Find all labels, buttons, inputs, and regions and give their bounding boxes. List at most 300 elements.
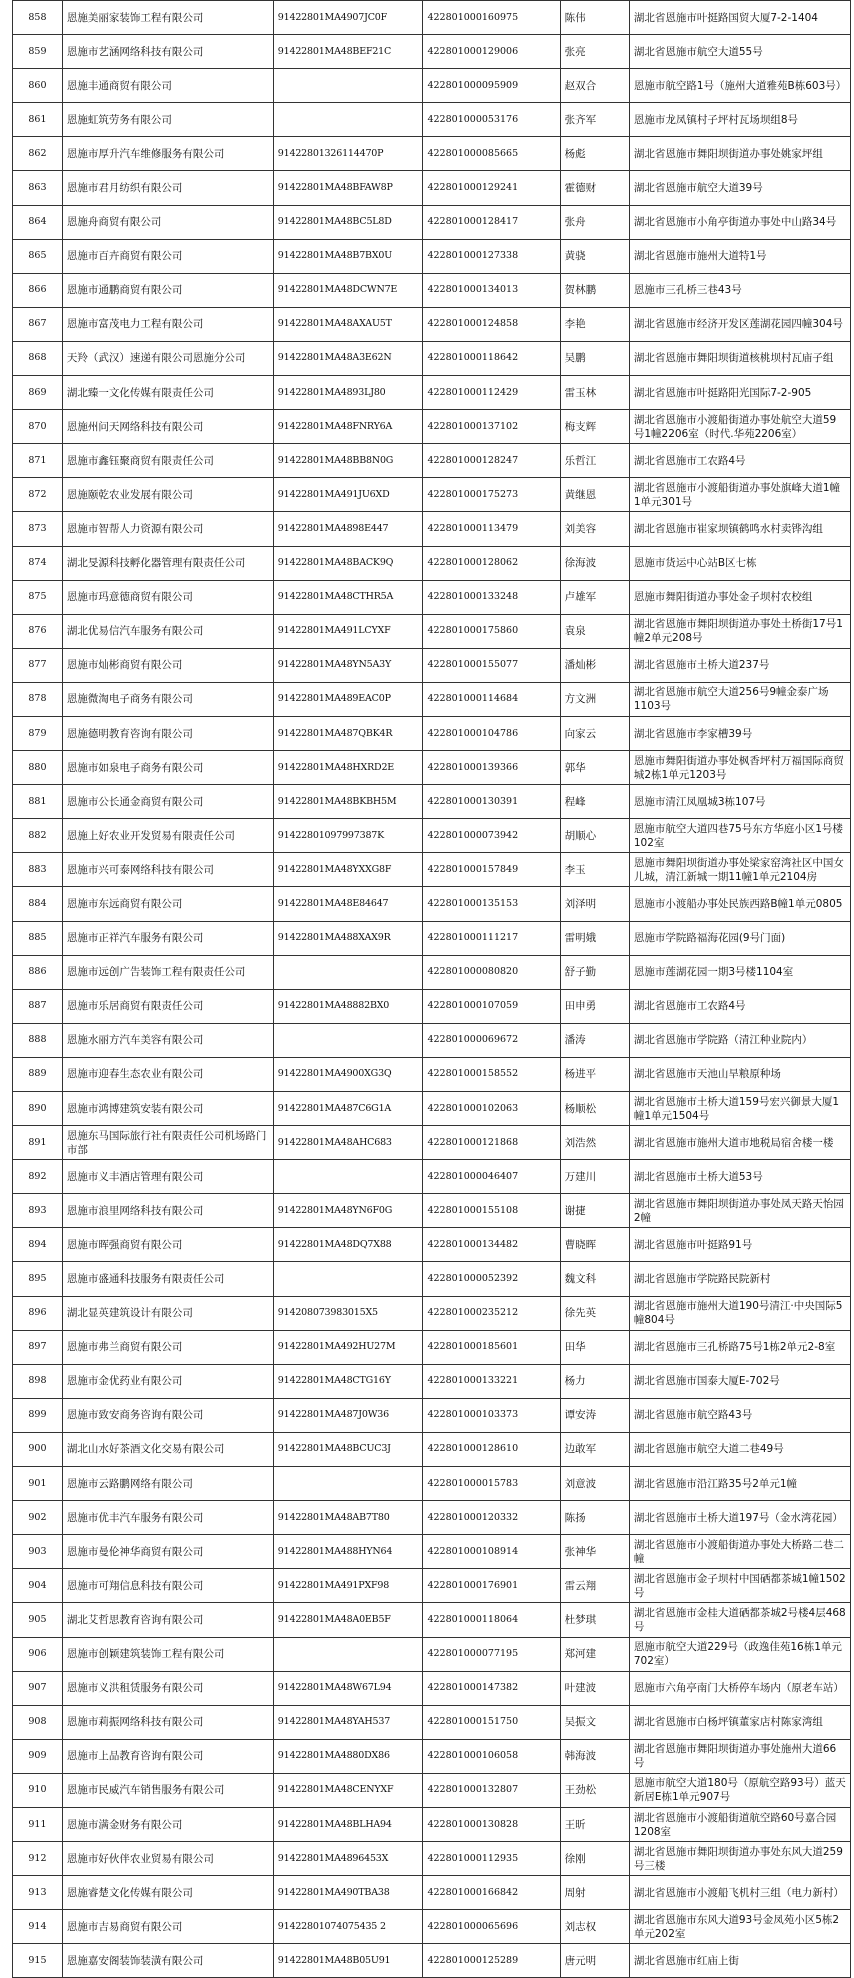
- row-number-cell: 901: [13, 1467, 63, 1501]
- legal-representative-cell: 徐刚: [560, 1842, 629, 1876]
- registration-number-cell: 422801000133248: [423, 580, 560, 614]
- legal-representative-cell: 谭安涛: [560, 1398, 629, 1432]
- row-number-cell: 915: [13, 1944, 63, 1978]
- registration-number-cell: 422801000106058: [423, 1739, 560, 1773]
- registration-number-cell: 422801000015783: [423, 1467, 560, 1501]
- table-row: [13, 1330, 851, 1364]
- table-row: [13, 1194, 851, 1228]
- table-row: [13, 1228, 851, 1262]
- table-row: [13, 69, 851, 103]
- legal-representative-cell: 向家云: [560, 716, 629, 750]
- address-cell: 湖北省恩施市金桂大道硒都茶城2号楼4层468号: [629, 1603, 850, 1637]
- legal-representative-cell: 张神华: [560, 1535, 629, 1569]
- company-name-cell: 湖北臻一文化传媒有限责任公司: [62, 376, 273, 410]
- credit-code-cell: 91422801MA48BCUC3J: [273, 1432, 423, 1466]
- credit-code-cell: 91422801074075435 2: [273, 1910, 423, 1944]
- credit-code-cell: 91422801MA4898E447: [273, 512, 423, 546]
- row-number-cell: 903: [13, 1535, 63, 1569]
- credit-code-cell: 91422801MA48B05U91: [273, 1944, 423, 1978]
- registration-number-cell: 422801000155108: [423, 1194, 560, 1228]
- company-name-cell: 恩施市金优药业有限公司: [62, 1364, 273, 1398]
- credit-code-cell: 91422801MA48A0EB5F: [273, 1603, 423, 1637]
- address-cell: 恩施市莲湖花园一期3号楼1104室: [629, 955, 850, 989]
- legal-representative-cell: 黄继恩: [560, 478, 629, 512]
- registration-number-cell: 422801000128062: [423, 546, 560, 580]
- company-name-cell: 湖北旻源科技孵化器管理有限责任公司: [62, 546, 273, 580]
- address-cell: 湖北省恩施市施州大道市地税局宿舍楼一楼: [629, 1126, 850, 1160]
- address-cell: 湖北省恩施市航空大道256号9幢金泰广场1103号: [629, 682, 850, 716]
- address-cell: 恩施市航空大道四巷75号东方华庭小区1号楼102室: [629, 819, 850, 853]
- table-row: [13, 1467, 851, 1501]
- address-cell: 湖北省恩施市舞阳坝街道办事处凤天路天怡园2幢: [629, 1194, 850, 1228]
- table-row: [13, 1603, 851, 1637]
- address-cell: 湖北省恩施市航空大道39号: [629, 171, 850, 205]
- registration-number-cell: 422801000107059: [423, 989, 560, 1023]
- address-cell: 恩施市舞阳街道办事处金子坝村农校组: [629, 580, 850, 614]
- row-number-cell: 896: [13, 1296, 63, 1330]
- table-row: [13, 1364, 851, 1398]
- company-name-cell: 恩施上好农业开发贸易有限责任公司: [62, 819, 273, 853]
- company-name-cell: 恩施市优丰汽车服务有限公司: [62, 1501, 273, 1535]
- credit-code-cell: 91422801MA48DQ7X88: [273, 1228, 423, 1262]
- legal-representative-cell: 方文洲: [560, 682, 629, 716]
- row-number-cell: 868: [13, 341, 63, 375]
- registration-number-cell: 422801000112429: [423, 376, 560, 410]
- table-row: [13, 1773, 851, 1807]
- company-name-cell: 恩施市百卉商贸有限公司: [62, 239, 273, 273]
- registration-number-cell: 422801000132807: [423, 1773, 560, 1807]
- table-row: [13, 785, 851, 819]
- legal-representative-cell: 贺林鹏: [560, 273, 629, 307]
- row-number-cell: 871: [13, 444, 63, 478]
- table-row: [13, 1126, 851, 1160]
- table-row: [13, 341, 851, 375]
- row-number-cell: 907: [13, 1671, 63, 1705]
- registration-number-cell: 422801000130828: [423, 1807, 560, 1841]
- row-number-cell: 881: [13, 785, 63, 819]
- table-row: [13, 1092, 851, 1126]
- table-row: [13, 376, 851, 410]
- row-number-cell: 886: [13, 955, 63, 989]
- row-number-cell: 895: [13, 1262, 63, 1296]
- row-number-cell: 892: [13, 1160, 63, 1194]
- legal-representative-cell: 曹晓晖: [560, 1228, 629, 1262]
- legal-representative-cell: 雷玉林: [560, 376, 629, 410]
- row-number-cell: 890: [13, 1092, 63, 1126]
- credit-code-cell: 91422801MA48BACK9Q: [273, 546, 423, 580]
- company-name-cell: 天羚（武汉）速递有限公司恩施分公司: [62, 341, 273, 375]
- row-number-cell: 858: [13, 1, 63, 35]
- table-row: [13, 1398, 851, 1432]
- credit-code-cell: 91422801MA4896453X: [273, 1842, 423, 1876]
- address-cell: 湖北省恩施市崔家坝镇鹤鸣水村卖铧沟组: [629, 512, 850, 546]
- address-cell: 湖北省恩施市白杨坪镇董家店村陈家湾组: [629, 1705, 850, 1739]
- table-row: [13, 1807, 851, 1841]
- legal-representative-cell: 袁泉: [560, 614, 629, 648]
- address-cell: 湖北省恩施市叶挺路国贸大厦7-2-1404: [629, 1, 850, 35]
- credit-code-cell: 91422801MA491PXF98: [273, 1569, 423, 1603]
- address-cell: 湖北省恩施市小角亭街道办事处中山路34号: [629, 205, 850, 239]
- table-body: [13, 1, 851, 1978]
- credit-code-cell: 91422801MA489EAC0P: [273, 682, 423, 716]
- registration-number-cell: 422801000128247: [423, 444, 560, 478]
- address-cell: 湖北省恩施市施州大道特1号: [629, 239, 850, 273]
- address-cell: 恩施市三孔桥三巷43号: [629, 273, 850, 307]
- address-cell: 恩施市货运中心站B区七栋: [629, 546, 850, 580]
- legal-representative-cell: 张舟: [560, 205, 629, 239]
- credit-code-cell: 91422801MA48W67L94: [273, 1671, 423, 1705]
- legal-representative-cell: 卢雄军: [560, 580, 629, 614]
- address-cell: 湖北省恩施市工农路4号: [629, 444, 850, 478]
- registration-number-cell: 422801000235212: [423, 1296, 560, 1330]
- company-name-cell: 恩施颐乾农业发展有限公司: [62, 478, 273, 512]
- company-name-cell: 恩施市厚升汽车维修服务有限公司: [62, 137, 273, 171]
- table-row: [13, 648, 851, 682]
- company-name-cell: 恩施市弗兰商贸有限公司: [62, 1330, 273, 1364]
- legal-representative-cell: 潘灿彬: [560, 648, 629, 682]
- address-cell: 湖北省恩施市舞阳坝街道办事处东风大道259号三楼: [629, 1842, 850, 1876]
- row-number-cell: 866: [13, 273, 63, 307]
- credit-code-cell: 91422801MA487C6G1A: [273, 1092, 423, 1126]
- company-name-cell: 恩施市民威汽车销售服务有限公司: [62, 1773, 273, 1807]
- company-name-cell: 恩施市鸿博建筑安装有限公司: [62, 1092, 273, 1126]
- registration-number-cell: 422801000104786: [423, 716, 560, 750]
- credit-code-cell: 91422801MA48E84647: [273, 887, 423, 921]
- legal-representative-cell: 魏文科: [560, 1262, 629, 1296]
- credit-code-cell: 91422801MA48YAH537: [273, 1705, 423, 1739]
- legal-representative-cell: 徐先英: [560, 1296, 629, 1330]
- address-cell: 湖北省恩施市舞阳坝街道核桃坝村瓦庙子组: [629, 341, 850, 375]
- table-row: [13, 989, 851, 1023]
- address-cell: 恩施市龙凤镇村子坪村瓦场坝组8号: [629, 103, 850, 137]
- table-row: [13, 580, 851, 614]
- row-number-cell: 879: [13, 716, 63, 750]
- registration-number-cell: 422801000127338: [423, 239, 560, 273]
- credit-code-cell: 91422801MA48DCWN7E: [273, 273, 423, 307]
- company-name-cell: 恩施市乐居商贸有限责任公司: [62, 989, 273, 1023]
- legal-representative-cell: 边敢军: [560, 1432, 629, 1466]
- legal-representative-cell: 郑河建: [560, 1637, 629, 1671]
- row-number-cell: 899: [13, 1398, 63, 1432]
- table-row: [13, 887, 851, 921]
- credit-code-cell: 91422801MA4900XG3Q: [273, 1057, 423, 1091]
- row-number-cell: 860: [13, 69, 63, 103]
- legal-representative-cell: 杨进平: [560, 1057, 629, 1091]
- company-name-cell: 恩施市吉易商贸有限公司: [62, 1910, 273, 1944]
- registration-number-cell: 422801000065696: [423, 1910, 560, 1944]
- table-row: [13, 1262, 851, 1296]
- credit-code-cell: 91422801MA48BLHA94: [273, 1807, 423, 1841]
- address-cell: 湖北省恩施市学院路（清江种业院内）: [629, 1023, 850, 1057]
- company-name-cell: 恩施市鑫钰聚商贸有限责任公司: [62, 444, 273, 478]
- table-row: [13, 137, 851, 171]
- table-row: [13, 1705, 851, 1739]
- registration-number-cell: 422801000095909: [423, 69, 560, 103]
- legal-representative-cell: 胡顺心: [560, 819, 629, 853]
- legal-representative-cell: 王昕: [560, 1807, 629, 1841]
- table-row: [13, 512, 851, 546]
- address-cell: 湖北省恩施市小渡船街道办事处旗峰大道1幢1单元301号: [629, 478, 850, 512]
- address-cell: 恩施市舞阳坝街道办事处梁家窑湾社区中国女儿城，清江新城一期11幢1单元2104房: [629, 853, 850, 887]
- company-name-cell: 恩施东马国际旅行社有限责任公司机场路门市部: [62, 1126, 273, 1160]
- table-row: [13, 614, 851, 648]
- table-row: [13, 444, 851, 478]
- registration-number-cell: 422801000176901: [423, 1569, 560, 1603]
- company-name-cell: 恩施市上品教育咨询有限公司: [62, 1739, 273, 1773]
- address-cell: 湖北省恩施市小渡船街道办事处大桥路二巷二幢: [629, 1535, 850, 1569]
- table-row: [13, 1876, 851, 1910]
- row-number-cell: 882: [13, 819, 63, 853]
- legal-representative-cell: 乐哲江: [560, 444, 629, 478]
- credit-code-cell: 91422801MA48BB8N0G: [273, 444, 423, 478]
- registration-number-cell: 422801000102063: [423, 1092, 560, 1126]
- legal-representative-cell: 刘浩然: [560, 1126, 629, 1160]
- legal-representative-cell: 李艳: [560, 307, 629, 341]
- table-row: [13, 273, 851, 307]
- registration-number-cell: 422801000073942: [423, 819, 560, 853]
- row-number-cell: 900: [13, 1432, 63, 1466]
- company-name-cell: 恩施市智帮人力资源有限公司: [62, 512, 273, 546]
- company-name-cell: 恩施市盛通科技服务有限责任公司: [62, 1262, 273, 1296]
- row-number-cell: 872: [13, 478, 63, 512]
- address-cell: 恩施市学院路福海花园(9号门面): [629, 921, 850, 955]
- company-name-cell: 湖北优易信汽车服务有限公司: [62, 614, 273, 648]
- row-number-cell: 867: [13, 307, 63, 341]
- address-cell: 湖北省恩施市舞阳坝街道办事处土桥街17号1幢2单元208号: [629, 614, 850, 648]
- legal-representative-cell: 叶建波: [560, 1671, 629, 1705]
- company-name-cell: 恩施市致安商务咨询有限公司: [62, 1398, 273, 1432]
- table-row: [13, 751, 851, 785]
- credit-code-cell: 91422801MA48BEF21C: [273, 35, 423, 69]
- address-cell: 湖北省恩施市小渡船街道航空路60号嘉合园1208室: [629, 1807, 850, 1841]
- registration-number-cell: 422801000125289: [423, 1944, 560, 1978]
- credit-code-cell: 91422801MA4880DX86: [273, 1739, 423, 1773]
- registration-number-cell: 422801000077195: [423, 1637, 560, 1671]
- credit-code-cell: [273, 1467, 423, 1501]
- row-number-cell: 905: [13, 1603, 63, 1637]
- row-number-cell: 885: [13, 921, 63, 955]
- registration-number-cell: 422801000128417: [423, 205, 560, 239]
- legal-representative-cell: 陈扬: [560, 1501, 629, 1535]
- legal-representative-cell: 刘泽明: [560, 887, 629, 921]
- registration-number-cell: 422801000069672: [423, 1023, 560, 1057]
- row-number-cell: 894: [13, 1228, 63, 1262]
- credit-code-cell: 91422801MA48BKBH5M: [273, 785, 423, 819]
- address-cell: 湖北省恩施市航空路43号: [629, 1398, 850, 1432]
- row-number-cell: 859: [13, 35, 63, 69]
- legal-representative-cell: 刘美容: [560, 512, 629, 546]
- row-number-cell: 884: [13, 887, 63, 921]
- row-number-cell: 904: [13, 1569, 63, 1603]
- registration-number-cell: 422801000108914: [423, 1535, 560, 1569]
- company-name-cell: 恩施市莉振网络科技有限公司: [62, 1705, 273, 1739]
- table-row: [13, 955, 851, 989]
- registration-number-cell: 422801000114684: [423, 682, 560, 716]
- address-cell: 湖北省恩施市三孔桥路75号1栋2单元2-8室: [629, 1330, 850, 1364]
- credit-code-cell: 91422801MA490TBA38: [273, 1876, 423, 1910]
- registration-number-cell: 422801000130391: [423, 785, 560, 819]
- row-number-cell: 909: [13, 1739, 63, 1773]
- address-cell: 湖北省恩施市沿江路35号2单元1幢: [629, 1467, 850, 1501]
- credit-code-cell: [273, 103, 423, 137]
- table-row: [13, 1637, 851, 1671]
- legal-representative-cell: 田华: [560, 1330, 629, 1364]
- company-name-cell: 恩施市灿彬商贸有限公司: [62, 648, 273, 682]
- company-name-cell: 恩施市东远商贸有限公司: [62, 887, 273, 921]
- legal-representative-cell: 吴鹏: [560, 341, 629, 375]
- row-number-cell: 887: [13, 989, 63, 1023]
- registration-number-cell: 422801000113479: [423, 512, 560, 546]
- credit-code-cell: 91422801MA487QBK4R: [273, 716, 423, 750]
- registration-number-cell: 422801000160975: [423, 1, 560, 35]
- address-cell: 湖北省恩施市国泰大厦E-702号: [629, 1364, 850, 1398]
- address-cell: 湖北省恩施市金子坝村中国硒都茶城1幢1502号: [629, 1569, 850, 1603]
- company-name-cell: 恩施嘉安阁装饰装潢有限公司: [62, 1944, 273, 1978]
- company-name-cell: 湖北艾哲思教育咨询有限公司: [62, 1603, 273, 1637]
- registration-number-cell: 422801000155077: [423, 648, 560, 682]
- legal-representative-cell: 杨彪: [560, 137, 629, 171]
- legal-representative-cell: 梅支辉: [560, 410, 629, 444]
- row-number-cell: 870: [13, 410, 63, 444]
- table-row: [13, 410, 851, 444]
- row-number-cell: 864: [13, 205, 63, 239]
- credit-code-cell: 91422801MA48BC5L8D: [273, 205, 423, 239]
- registration-number-cell: 422801000158552: [423, 1057, 560, 1091]
- registration-number-cell: 422801000085665: [423, 137, 560, 171]
- registration-number-cell: 422801000134482: [423, 1228, 560, 1262]
- address-cell: 湖北省恩施市航空大道55号: [629, 35, 850, 69]
- address-cell: 湖北省恩施市工农路4号: [629, 989, 850, 1023]
- legal-representative-cell: 张齐军: [560, 103, 629, 137]
- legal-representative-cell: 黄骁: [560, 239, 629, 273]
- company-name-cell: 恩施市远创广告装饰工程有限责任公司: [62, 955, 273, 989]
- credit-code-cell: 91422801MA48AB7T80: [273, 1501, 423, 1535]
- table-row: [13, 682, 851, 716]
- credit-code-cell: 91422801MA48882BX0: [273, 989, 423, 1023]
- credit-code-cell: 91422801MA491LCYXF: [273, 614, 423, 648]
- registration-number-cell: 422801000137102: [423, 410, 560, 444]
- company-list-table: [12, 0, 851, 1978]
- legal-representative-cell: 雷明娥: [560, 921, 629, 955]
- address-cell: 湖北省恩施市学院路民院新村: [629, 1262, 850, 1296]
- row-number-cell: 906: [13, 1637, 63, 1671]
- company-name-cell: 恩施丰通商贸有限公司: [62, 69, 273, 103]
- credit-code-cell: [273, 1637, 423, 1671]
- company-name-cell: 恩施市义丰酒店管理有限公司: [62, 1160, 273, 1194]
- legal-representative-cell: 万建川: [560, 1160, 629, 1194]
- credit-code-cell: 91422801MA48FNRY6A: [273, 410, 423, 444]
- credit-code-cell: 914208073983015X5: [273, 1296, 423, 1330]
- registration-number-cell: 422801000118064: [423, 1603, 560, 1637]
- row-number-cell: 876: [13, 614, 63, 648]
- registration-number-cell: 422801000103373: [423, 1398, 560, 1432]
- table-row: [13, 1569, 851, 1603]
- registration-number-cell: 422801000147382: [423, 1671, 560, 1705]
- company-name-cell: 恩施美丽家装饰工程有限公司: [62, 1, 273, 35]
- row-number-cell: 875: [13, 580, 63, 614]
- legal-representative-cell: 韩海波: [560, 1739, 629, 1773]
- table-row: [13, 1842, 851, 1876]
- registration-number-cell: 422801000111217: [423, 921, 560, 955]
- address-cell: 恩施市清江凤凰城3栋107号: [629, 785, 850, 819]
- company-name-cell: 恩施水丽方汽车美容有限公司: [62, 1023, 273, 1057]
- address-cell: 湖北省恩施市叶挺路阳光国际7-2-905: [629, 376, 850, 410]
- address-cell: 恩施市航空路1号（施州大道雅苑B栋603号）: [629, 69, 850, 103]
- company-name-cell: 恩施舟商贸有限公司: [62, 205, 273, 239]
- address-cell: 恩施市舞阳街道办事处枫香坪村万福国际商贸城2栋1单元1203号: [629, 751, 850, 785]
- legal-representative-cell: 周射: [560, 1876, 629, 1910]
- legal-representative-cell: 王劲松: [560, 1773, 629, 1807]
- credit-code-cell: 91422801MA4907JC0F: [273, 1, 423, 35]
- legal-representative-cell: 杨力: [560, 1364, 629, 1398]
- credit-code-cell: [273, 1262, 423, 1296]
- table-row: [13, 478, 851, 512]
- registration-number-cell: 422801000121868: [423, 1126, 560, 1160]
- company-name-cell: 恩施市公长通金商贸有限公司: [62, 785, 273, 819]
- registration-number-cell: 422801000175860: [423, 614, 560, 648]
- legal-representative-cell: 赵双合: [560, 69, 629, 103]
- legal-representative-cell: 唐元明: [560, 1944, 629, 1978]
- company-name-cell: 恩施市云路鹏网络有限公司: [62, 1467, 273, 1501]
- row-number-cell: 902: [13, 1501, 63, 1535]
- company-name-cell: 恩施市满金财务有限公司: [62, 1807, 273, 1841]
- row-number-cell: 878: [13, 682, 63, 716]
- table-row: [13, 1296, 851, 1330]
- registration-number-cell: 422801000124858: [423, 307, 560, 341]
- credit-code-cell: 91422801MA492HU27M: [273, 1330, 423, 1364]
- row-number-cell: 877: [13, 648, 63, 682]
- table-row: [13, 1671, 851, 1705]
- table-row: [13, 1160, 851, 1194]
- registration-number-cell: 422801000139366: [423, 751, 560, 785]
- credit-code-cell: 91422801MA48CENYXF: [273, 1773, 423, 1807]
- credit-code-cell: 91422801MA488HYN64: [273, 1535, 423, 1569]
- credit-code-cell: [273, 1160, 423, 1194]
- row-number-cell: 914: [13, 1910, 63, 1944]
- legal-representative-cell: 雷云翔: [560, 1569, 629, 1603]
- registration-number-cell: 422801000052392: [423, 1262, 560, 1296]
- credit-code-cell: 91422801097997387K: [273, 819, 423, 853]
- company-name-cell: 恩施微淘电子商务有限公司: [62, 682, 273, 716]
- table-row: [13, 1535, 851, 1569]
- legal-representative-cell: 刘志权: [560, 1910, 629, 1944]
- legal-representative-cell: 张亮: [560, 35, 629, 69]
- row-number-cell: 869: [13, 376, 63, 410]
- legal-representative-cell: 李玉: [560, 853, 629, 887]
- credit-code-cell: 91422801MA48A3E62N: [273, 341, 423, 375]
- registration-number-cell: 422801000112935: [423, 1842, 560, 1876]
- registration-number-cell: 422801000134013: [423, 273, 560, 307]
- table-row: [13, 546, 851, 580]
- company-name-cell: 恩施市创颖建筑装饰工程有限公司: [62, 1637, 273, 1671]
- row-number-cell: 861: [13, 103, 63, 137]
- legal-representative-cell: 谢捷: [560, 1194, 629, 1228]
- address-cell: 湖北省恩施市红庙上街: [629, 1944, 850, 1978]
- credit-code-cell: 91422801MA491JU6XD: [273, 478, 423, 512]
- company-name-cell: 恩施市兴可泰网络科技有限公司: [62, 853, 273, 887]
- registration-number-cell: 422801000151750: [423, 1705, 560, 1739]
- company-name-cell: 恩施市艺涵网络科技有限公司: [62, 35, 273, 69]
- row-number-cell: 889: [13, 1057, 63, 1091]
- legal-representative-cell: 田申勇: [560, 989, 629, 1023]
- address-cell: 湖北省恩施市小渡船街道办事处航空大道59号1幢2206室（时代.华苑2206室）: [629, 410, 850, 444]
- registration-number-cell: 422801000175273: [423, 478, 560, 512]
- registration-number-cell: 422801000133221: [423, 1364, 560, 1398]
- table-row: [13, 1501, 851, 1535]
- address-cell: 恩施市航空大道229号（政逸佳苑16栋1单元702室）: [629, 1637, 850, 1671]
- credit-code-cell: 91422801MA488XAX9R: [273, 921, 423, 955]
- registration-number-cell: 422801000185601: [423, 1330, 560, 1364]
